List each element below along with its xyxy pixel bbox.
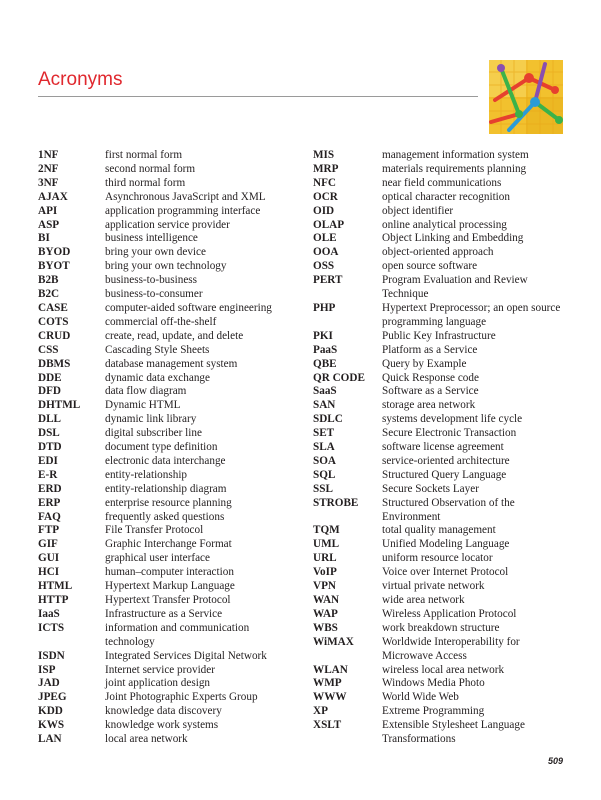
acronym-term: 1NF [38, 149, 59, 161]
acronym-entry [38, 288, 300, 302]
acronym-term: SLA [313, 441, 335, 454]
acronym-term: GUI [38, 552, 60, 565]
acronym-entry [38, 205, 300, 219]
acronym-term: DHTML [38, 399, 81, 412]
acronym-term: XP [313, 705, 328, 718]
acronym-definition: third normal form [105, 176, 186, 189]
acronym-definition: Quick Response code [382, 371, 479, 384]
acronym-definition: storage area network [382, 399, 476, 412]
acronym-entry [313, 330, 563, 344]
acronym-definition: object-oriented approach [382, 246, 494, 259]
acronym-entry [313, 691, 563, 705]
acronym-term: 3NF [38, 176, 59, 189]
acronym-term: HCI [38, 566, 60, 579]
acronym-definition: Hypertext Transfer Protocol [105, 594, 231, 606]
acronym-entry [38, 441, 300, 455]
acronym-entry [313, 385, 563, 399]
acronym-definition: business intelligence [105, 232, 198, 245]
acronym-term: WAN [313, 594, 340, 606]
acronym-entry [313, 622, 563, 636]
acronym-definition: Hypertext Preprocessor; an open source programming language [382, 301, 561, 328]
acronym-entry [313, 677, 563, 691]
acronym-entry [313, 177, 563, 191]
acronym-definition: near field communications [382, 176, 502, 189]
acronym-entry [38, 733, 300, 747]
acronym-term: WMP [313, 677, 342, 690]
acronym-term: BYOD [38, 246, 71, 259]
acronym-term: API [38, 204, 58, 217]
acronym-definition: Internet service provider [105, 663, 215, 676]
acronym-term: VoIP [313, 566, 337, 579]
acronym-definition: graphical user interface [105, 552, 210, 565]
acronym-term: MIS [313, 149, 335, 161]
acronym-term: BI [38, 232, 50, 245]
acronym-term: URL [313, 552, 337, 565]
acronym-entry [38, 552, 300, 566]
acronym-entry [38, 622, 300, 650]
acronym-term: WiMAX [313, 635, 354, 648]
acronym-entry [313, 441, 563, 455]
acronym-definition: Worldwide Interoperability for Microwave Access [382, 635, 520, 662]
acronym-entry [313, 302, 563, 330]
acronym-entry [313, 427, 563, 441]
acronym-term: WLAN [313, 663, 348, 676]
acronym-entry [313, 149, 563, 163]
acronym-definition: second normal form [105, 162, 196, 175]
acronym-term: HTML [38, 580, 73, 593]
acronym-term: SAN [313, 399, 336, 412]
acronym-definition: software license agreement [382, 441, 504, 454]
acronym-term: DTD [38, 441, 62, 454]
acronym-term: NFC [313, 176, 336, 189]
acronym-definition: Secure Sockets Layer [382, 482, 479, 495]
acronym-term: OLAP [313, 218, 345, 231]
acronym-term: B2B [38, 274, 59, 287]
acronym-entry [313, 274, 563, 302]
acronym-term: DBMS [38, 357, 71, 370]
acronym-entry [38, 594, 300, 608]
acronym-term: WBS [313, 621, 338, 634]
acronym-entry [313, 205, 563, 219]
acronym-definition: Hypertext Markup Language [105, 580, 235, 593]
acronym-definition: create, read, update, and delete [105, 329, 244, 342]
acronym-definition: materials requirements planning [382, 162, 527, 175]
acronym-definition: Infrastructure as a Service [105, 607, 223, 620]
acronym-entry [313, 664, 563, 678]
acronym-term: HTTP [38, 594, 69, 606]
acronym-entry [38, 149, 300, 163]
acronym-definition: Software as a Service [382, 385, 479, 398]
acronym-entry [313, 497, 563, 525]
acronym-entry [313, 232, 563, 246]
acronym-definition: first normal form [105, 149, 183, 161]
acronym-definition: business-to-consumer [105, 288, 203, 301]
acronym-term: OSS [313, 260, 335, 273]
acronym-definition: information and communication technology [105, 621, 250, 648]
acronym-definition: bring your own technology [105, 260, 227, 273]
acronym-entry [38, 483, 300, 497]
acronym-definition: Extreme Programming [382, 705, 485, 718]
acronym-definition: entity-relationship diagram [105, 482, 227, 495]
acronym-definition: Windows Media Photo [382, 677, 485, 690]
acronym-entry [38, 524, 300, 538]
acronym-entry [38, 232, 300, 246]
acronym-definition: data flow diagram [105, 385, 187, 398]
acronym-entry [38, 664, 300, 678]
acronym-definition: Query by Example [382, 357, 467, 370]
acronym-entry [38, 580, 300, 594]
acronym-entry [313, 455, 563, 469]
acronym-definition: local area network [105, 733, 188, 746]
acronym-term: IaaS [38, 607, 60, 620]
acronym-entry [313, 705, 563, 719]
acronym-term: JAD [38, 677, 60, 690]
acronym-term: ICTS [38, 621, 65, 634]
acronym-definition: Dynamic HTML [105, 399, 181, 412]
acronym-definition: joint application design [105, 677, 211, 690]
acronym-definition: Wireless Application Protocol [382, 607, 517, 620]
acronym-entry [38, 511, 300, 525]
acronym-entry [38, 191, 300, 205]
acronym-term: DSL [38, 427, 60, 440]
acronym-term: MRP [313, 162, 339, 175]
acronym-entry [38, 344, 300, 358]
acronym-term: PERT [313, 274, 343, 287]
acronym-term: KDD [38, 705, 63, 718]
acronym-entry [313, 344, 563, 358]
acronym-term: QBE [313, 357, 337, 370]
acronym-definition: document type definition [105, 441, 218, 454]
acronym-term: PaaS [313, 343, 338, 356]
acronym-term: E-R [38, 468, 58, 481]
acronym-entry [38, 677, 300, 691]
acronym-definition: World Wide Web [382, 691, 459, 704]
acronym-definition: optical character recognition [382, 190, 510, 203]
acronym-entry [38, 316, 300, 330]
acronym-entry [38, 246, 300, 260]
acronym-definition: human–computer interaction [105, 566, 234, 579]
acronym-entry [313, 608, 563, 622]
acronym-definition: commercial off-the-shelf [105, 315, 217, 328]
acronym-entry [38, 538, 300, 552]
acronym-entry [313, 260, 563, 274]
acronym-definition: dynamic link library [105, 413, 197, 426]
acronym-term: WWW [313, 691, 347, 704]
acronym-definition: digital subscriber line [105, 427, 202, 440]
acronym-entry [38, 427, 300, 441]
acronym-term: DDE [38, 371, 62, 384]
acronym-term: WAP [313, 607, 338, 620]
acronym-term: JPEG [38, 691, 67, 704]
acronym-list-right [313, 149, 563, 747]
acronym-definition: Object Linking and Embedding [382, 232, 524, 245]
acronym-term: SDLC [313, 413, 343, 426]
acronym-term: UML [313, 538, 340, 551]
acronym-entry [313, 524, 563, 538]
acronym-term: TQM [313, 524, 340, 537]
acronym-term: OID [313, 204, 335, 217]
acronym-definition: application programming interface [105, 204, 261, 217]
acronym-entry [38, 274, 300, 288]
acronym-definition: Voice over Internet Protocol [382, 566, 509, 579]
acronym-term: STROBE [313, 496, 359, 509]
acronym-entry [38, 413, 300, 427]
acronym-term: OLE [313, 232, 337, 245]
acronym-entry [38, 372, 300, 386]
acronym-term: ISDN [38, 649, 65, 662]
acronym-term: PKI [313, 329, 333, 342]
title-rule [38, 96, 478, 97]
acronym-entry [38, 302, 300, 316]
acronym-term: OCR [313, 190, 338, 203]
acronym-entry [313, 594, 563, 608]
acronym-entry [38, 705, 300, 719]
acronym-entry [38, 719, 300, 733]
acronym-entry [38, 177, 300, 191]
acronym-term: SET [313, 427, 335, 440]
acronym-definition: computer-aided software engineering [105, 301, 272, 314]
acronym-definition: Asynchronous JavaScript and XML [105, 190, 266, 203]
acronym-definition: management information system [382, 149, 529, 161]
acronym-entry [313, 413, 563, 427]
acronym-definition: service-oriented architecture [382, 454, 510, 467]
acronym-list-left [38, 149, 300, 747]
acronym-term: FAQ [38, 510, 61, 523]
acronym-term: LAN [38, 733, 62, 746]
acronym-term: ASP [38, 218, 60, 231]
acronym-definition: wireless local area network [382, 663, 505, 676]
acronym-definition: Graphic Interchange Format [105, 538, 232, 551]
acronym-definition: total quality management [382, 524, 496, 537]
acronym-definition: Structured Query Language [382, 468, 507, 481]
acronym-term: ERD [38, 482, 62, 495]
acronym-definition: uniform resource locator [382, 552, 493, 565]
page-title: Acronyms [38, 69, 123, 90]
acronym-entry [313, 552, 563, 566]
acronym-entry [38, 330, 300, 344]
acronym-term: PHP [313, 301, 336, 314]
acronym-term: SaaS [313, 385, 337, 398]
acronym-entry [313, 191, 563, 205]
acronym-entry [313, 636, 563, 664]
acronym-entry [313, 483, 563, 497]
acronym-entry [313, 580, 563, 594]
acronym-definition: systems development life cycle [382, 413, 523, 426]
acronym-definition: Public Key Infrastructure [382, 329, 496, 342]
acronym-term: B2C [38, 288, 60, 301]
acronym-definition: business-to-business [105, 274, 197, 287]
acronym-entry [313, 399, 563, 413]
acronym-definition: Program Evaluation and Review Technique [382, 274, 528, 301]
acronym-term: SOA [313, 454, 337, 467]
acronym-definition: frequently asked questions [105, 510, 225, 523]
acronym-term: BYOT [38, 260, 70, 273]
acronym-term: KWS [38, 719, 65, 732]
acronym-entry [38, 497, 300, 511]
acronym-definition: entity-relationship [105, 468, 188, 481]
acronym-term: CRUD [38, 329, 71, 342]
acronym-entry [313, 719, 563, 747]
acronym-entry [313, 246, 563, 260]
acronym-definition: database management system [105, 357, 238, 370]
acronym-definition: work breakdown structure [382, 621, 500, 634]
acronym-term: 2NF [38, 162, 59, 175]
acronym-definition: Cascading Style Sheets [105, 343, 210, 356]
acronym-definition: virtual private network [382, 580, 485, 593]
acronym-definition: Unified Modeling Language [382, 538, 510, 551]
acronym-entry [38, 455, 300, 469]
acronym-definition: open source software [382, 260, 478, 273]
acronym-entry [38, 399, 300, 413]
colorful-abstract-network-icon [489, 60, 563, 134]
acronym-term: ISP [38, 663, 56, 676]
acronym-entry [313, 358, 563, 372]
acronym-term: DLL [38, 413, 62, 426]
acronym-definition: electronic data interchange [105, 454, 226, 467]
acronym-definition: Integrated Services Digital Network [105, 649, 267, 662]
acronym-definition: File Transfer Protocol [105, 524, 204, 537]
acronym-term: CASE [38, 301, 68, 314]
acronym-definition: Platform as a Service [382, 343, 478, 356]
acronym-definition: enterprise resource planning [105, 496, 232, 509]
acronym-entry [313, 163, 563, 177]
acronym-term: EDI [38, 454, 58, 467]
acronym-entry [38, 691, 300, 705]
acronym-entry [38, 469, 300, 483]
page-number: 509 [548, 756, 564, 766]
acronym-term: XSLT [313, 719, 342, 732]
acronym-entry [38, 219, 300, 233]
acronym-entry [38, 260, 300, 274]
acronym-entry [38, 650, 300, 664]
acronym-entry [38, 358, 300, 372]
acronym-entry [313, 566, 563, 580]
acronym-term: SQL [313, 468, 336, 481]
acronym-entry [38, 566, 300, 580]
acronym-entry [313, 538, 563, 552]
acronym-definition: wide area network [382, 594, 465, 606]
acronym-term: GIF [38, 538, 58, 551]
acronym-term: DFD [38, 385, 61, 398]
acronym-definition: Secure Electronic Transaction [382, 427, 517, 440]
acronym-term: VPN [313, 580, 336, 593]
acronym-term: COTS [38, 315, 69, 328]
acronym-term: SSL [313, 482, 333, 495]
acronym-term: CSS [38, 343, 59, 356]
acronym-entry [38, 608, 300, 622]
acronym-definition: application service provider [105, 218, 230, 231]
acronym-definition: Extensible Stylesheet Language Transformations [382, 719, 525, 746]
acronym-definition: dynamic data exchange [105, 371, 210, 384]
acronym-definition: knowledge work systems [105, 719, 219, 732]
acronym-term: QR CODE [313, 371, 365, 384]
acronym-definition: Joint Photographic Experts Group [105, 691, 258, 704]
acronym-term: FTP [38, 524, 60, 537]
acronym-entry [38, 385, 300, 399]
acronym-definition: online analytical processing [382, 218, 507, 231]
acronym-term: AJAX [38, 190, 68, 203]
acronym-term: OOA [313, 246, 339, 259]
acronym-entry [38, 163, 300, 177]
acronym-entry [313, 219, 563, 233]
acronym-entry [313, 469, 563, 483]
acronym-entry [313, 372, 563, 386]
acronym-definition: Structured Observation of the Environment [382, 496, 515, 523]
acronym-term: ERP [38, 496, 61, 509]
acronym-definition: knowledge data discovery [105, 705, 222, 718]
acronym-definition: bring your own device [105, 246, 206, 259]
acronym-definition: object identifier [382, 204, 454, 217]
